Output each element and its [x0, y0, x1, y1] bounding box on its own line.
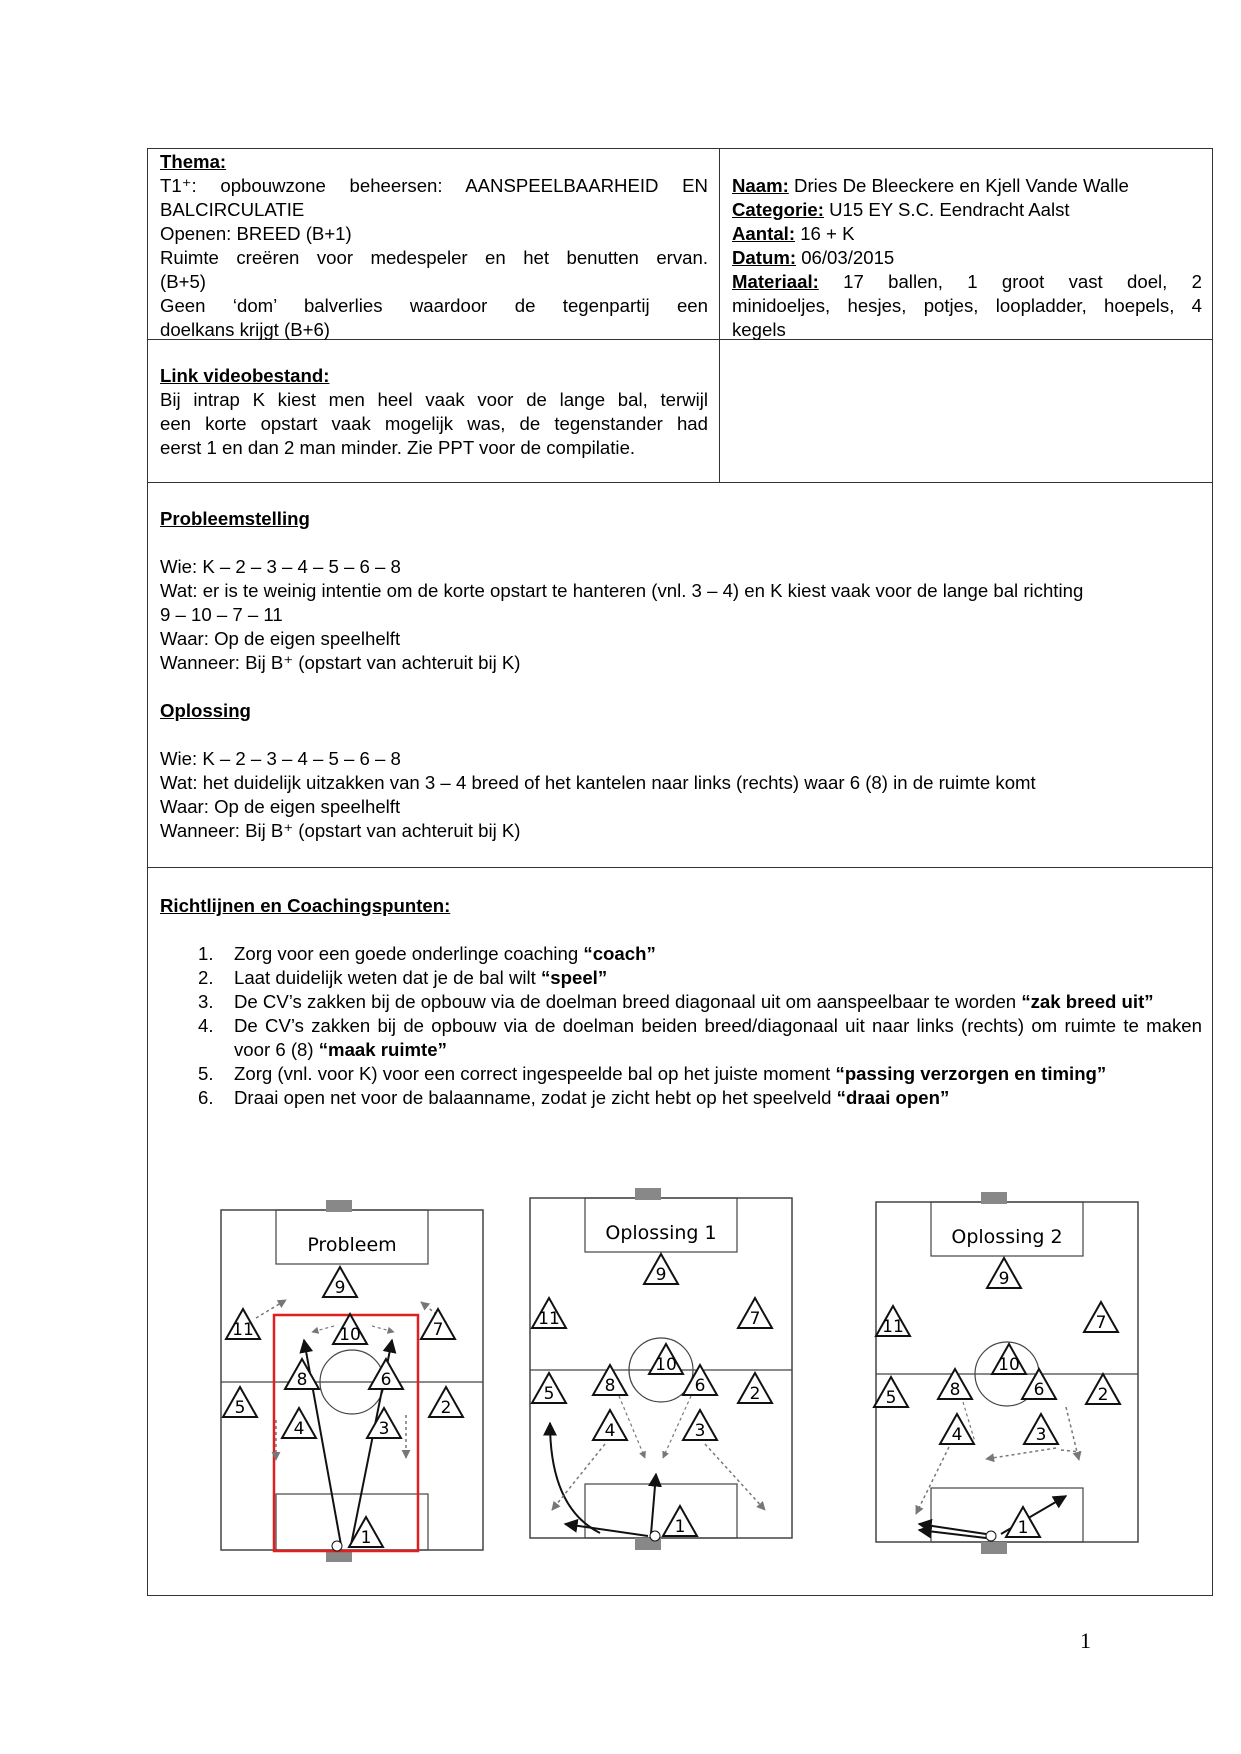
video-line: Bij intrap K kiest men heel vaak voor de lange bal, terwijl	[160, 389, 708, 410]
svg-text:7: 7	[1095, 1313, 1107, 1333]
field-diagram-probleem	[216, 1200, 490, 1568]
theme-line: T1⁺: opbouwzone beheersen: AANSPEELBAARHEID EN	[160, 175, 708, 196]
problem-what-cont: 9 – 10 – 7 – 11	[160, 604, 283, 625]
player-8	[285, 1359, 319, 1390]
svg-text:9: 9	[334, 1278, 346, 1298]
theme-line: BALCIRCULATIE	[160, 199, 305, 220]
video-line: eerst 1 en dan 2 man minder. Zie PPT voor de compilatie.	[160, 437, 636, 458]
svg-text:10: 10	[655, 1355, 677, 1375]
ball-icon	[332, 1541, 342, 1551]
player-1	[1006, 1507, 1040, 1538]
name-value: Dries De Bleeckere en Kjell Vande Walle	[788, 175, 1129, 196]
svg-text:5: 5	[543, 1384, 555, 1404]
svg-text:2: 2	[1097, 1385, 1109, 1405]
player-4	[282, 1408, 316, 1439]
goal-icon	[635, 1188, 661, 1200]
problem-heading: Probleemstelling	[160, 508, 310, 529]
player-11	[532, 1298, 566, 1329]
date-label: Datum:	[732, 247, 797, 268]
svg-text:3: 3	[694, 1421, 706, 1441]
svg-text:10: 10	[998, 1355, 1020, 1375]
count-label: Aantal:	[732, 223, 796, 244]
player-5	[874, 1377, 908, 1408]
theme-cell	[160, 150, 708, 342]
solution-who: Wie: K – 2 – 3 – 4 – 5 – 6 – 8	[160, 748, 401, 769]
problem-where: Waar: Op de eigen speelhelft	[160, 628, 401, 649]
theme-line: Ruimte creëren voor medespeler en het benutten ervan.	[160, 247, 708, 268]
svg-text:1: 1	[360, 1528, 372, 1548]
svg-text:8: 8	[604, 1376, 616, 1396]
svg-text:7: 7	[432, 1320, 444, 1340]
player-10	[649, 1344, 683, 1375]
svg-text:4: 4	[951, 1425, 963, 1445]
field-diagram-oplossing-2	[871, 1192, 1145, 1560]
player-4	[593, 1410, 627, 1441]
player-4	[940, 1414, 974, 1445]
list-item: 4. De CV’s zakken bij de opbouw via de doelman beiden breed/diagonaal uit naar links (rechts) om ruimte te maken voor 6 (8) “maak ruimte”	[198, 1015, 1202, 1060]
svg-text:3: 3	[1035, 1425, 1047, 1445]
svg-text:2: 2	[440, 1398, 452, 1418]
problem-who: Wie: K – 2 – 3 – 4 – 5 – 6 – 8	[160, 556, 401, 577]
svg-text:5: 5	[885, 1388, 897, 1408]
player-3	[683, 1410, 717, 1441]
svg-text:7: 7	[749, 1309, 761, 1329]
theme-line: (B+5)	[160, 271, 206, 292]
svg-text:8: 8	[296, 1370, 308, 1390]
page-number: 1	[1080, 1628, 1091, 1653]
svg-text:4: 4	[293, 1419, 305, 1439]
diagram-title: Oplossing 2	[951, 1226, 1063, 1248]
material-label: Materiaal:	[732, 271, 819, 292]
svg-text:9: 9	[655, 1265, 667, 1285]
svg-text:6: 6	[380, 1370, 392, 1390]
player-7	[738, 1298, 772, 1329]
category-value: U15 EY S.C. Eendracht Aalst	[823, 199, 1070, 220]
player-9	[987, 1258, 1021, 1289]
player-11	[226, 1309, 260, 1340]
video-label: Link videobestand:	[160, 365, 330, 386]
list-item: 6. Draai open net voor de balaanname, zodat je zicht hebt op het speelveld “draai open”	[198, 1087, 950, 1108]
video-line: een korte opstart vaak mogelijk was, de tegenstander had	[160, 413, 708, 434]
svg-text:6: 6	[694, 1376, 706, 1396]
svg-text:1: 1	[674, 1517, 686, 1537]
material-value: minidoeljes, hesjes, potjes, loopladder, hoepels, 4	[732, 295, 1202, 316]
goal-icon	[326, 1200, 352, 1212]
player-2	[429, 1387, 463, 1418]
svg-text:9: 9	[998, 1269, 1010, 1289]
row-divider	[148, 867, 1212, 868]
player-9	[644, 1254, 678, 1285]
list-item: 3. De CV’s zakken bij de opbouw via de doelman breed diagonaal uit om aanspeelbaar te worden “zak breed uit”	[198, 991, 1154, 1012]
coaching-section	[160, 894, 1202, 1110]
theme-line: doelkans krijgt (B+6)	[160, 319, 331, 340]
player-10	[992, 1344, 1026, 1375]
material-value: 17 ballen, 1 groot vast doel, 2	[818, 271, 1202, 292]
solution-heading: Oplossing	[160, 700, 251, 721]
svg-text:10: 10	[339, 1325, 361, 1345]
list-item: 1. Zorg voor een goede onderlinge coaching “coach”	[198, 943, 656, 964]
solution-what: Wat: het duidelijk uitzakken van 3 – 4 breed of het kantelen naar links (rechts) waar 6 (8) in de ruimte komt	[160, 772, 1036, 793]
svg-text:3: 3	[378, 1419, 390, 1439]
player-7	[421, 1309, 455, 1340]
info-cell	[732, 174, 1202, 342]
player-5	[532, 1373, 566, 1404]
coaching-list	[160, 942, 1202, 1110]
goal-icon	[981, 1542, 1007, 1554]
diagram-title: Probleem	[307, 1234, 397, 1256]
video-cell	[160, 364, 708, 460]
player-3	[367, 1408, 401, 1439]
player-7	[1084, 1302, 1118, 1333]
player-2	[1086, 1374, 1120, 1405]
category-label: Categorie:	[732, 199, 824, 220]
player-1	[663, 1506, 697, 1537]
player-11	[876, 1306, 910, 1337]
player-5	[223, 1387, 257, 1418]
svg-text:11: 11	[538, 1309, 560, 1329]
theme-line: Openen: BREED (B+1)	[160, 223, 352, 244]
svg-text:11: 11	[232, 1320, 254, 1340]
theme-label: Thema:	[160, 151, 227, 172]
svg-text:11: 11	[882, 1317, 904, 1337]
player-9	[323, 1267, 357, 1298]
name-label: Naam:	[732, 175, 789, 196]
svg-text:4: 4	[604, 1421, 616, 1441]
date-value: 06/03/2015	[796, 247, 895, 268]
player-3	[1024, 1414, 1058, 1445]
player-10	[333, 1314, 367, 1345]
count-value: 16 + K	[795, 223, 855, 244]
svg-text:6: 6	[1033, 1380, 1045, 1400]
problem-when: Wanneer: Bij B⁺ (opstart van achteruit bij K)	[160, 652, 521, 673]
column-divider	[719, 149, 720, 482]
theme-line: Geen ‘dom’ balverlies waardoor de tegenpartij een	[160, 295, 708, 316]
goal-icon	[981, 1192, 1007, 1204]
list-item: 5. Zorg (vnl. voor K) voor een correct ingespeelde bal op het juiste moment “passing verzorgen en timing”	[198, 1063, 1107, 1084]
diagram-title: Oplossing 1	[605, 1222, 717, 1244]
svg-text:1: 1	[1017, 1518, 1029, 1538]
list-item: 2. Laat duidelijk weten dat je de bal wilt “speel”	[198, 967, 608, 988]
ball-icon	[650, 1531, 660, 1541]
material-value: kegels	[732, 319, 786, 340]
svg-text:8: 8	[949, 1380, 961, 1400]
ball-icon	[986, 1531, 996, 1541]
problem-section	[160, 507, 1202, 843]
row-divider	[148, 482, 1212, 483]
field-diagram-oplossing-1	[525, 1188, 799, 1556]
solution-when: Wanneer: Bij B⁺ (opstart van achteruit bij K)	[160, 820, 521, 841]
svg-text:5: 5	[234, 1398, 246, 1418]
player-2	[738, 1373, 772, 1404]
svg-text:2: 2	[749, 1384, 761, 1404]
coaching-heading: Richtlijnen en Coachingspunten:	[160, 895, 451, 916]
problem-what: Wat: er is te weinig intentie om de korte opstart te hanteren (vnl. 3 – 4) en K kiest vaak voor de lange bal richting	[160, 580, 1084, 601]
player-6	[369, 1359, 403, 1390]
solution-where: Waar: Op de eigen speelhelft	[160, 796, 401, 817]
